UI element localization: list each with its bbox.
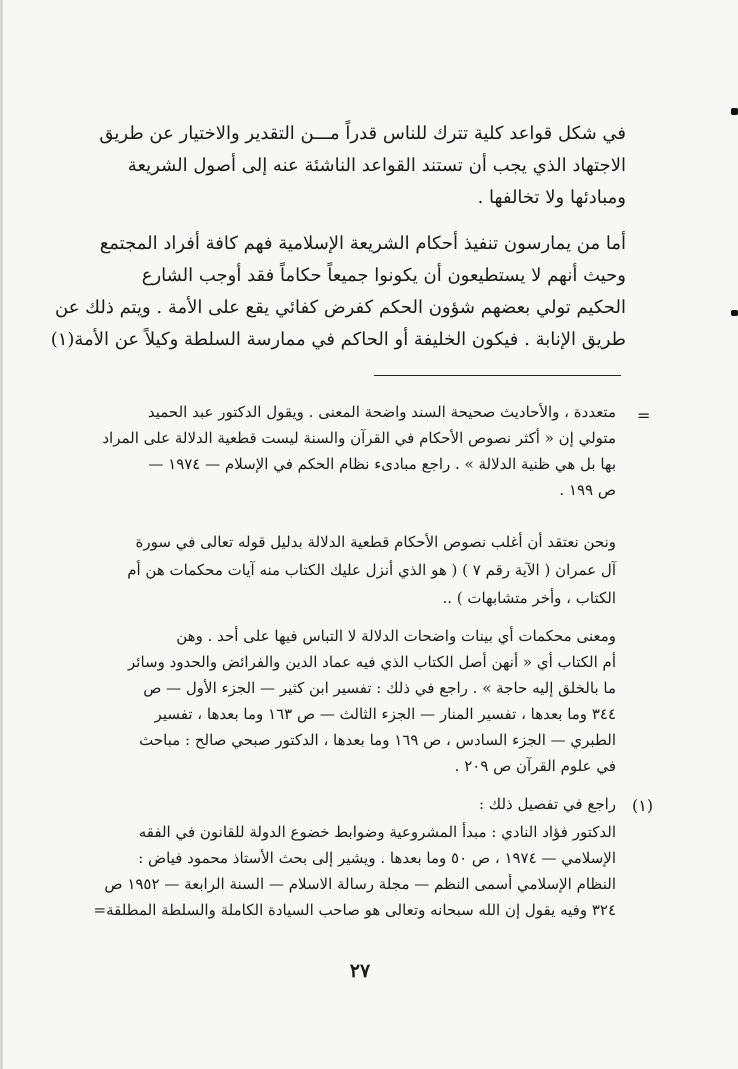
footnote-marker: (١) [632, 796, 654, 815]
footnote-line: النظام الإسلامي أسمى النظم — مجلة رسالة الاسلام — السنة الرابعة — ١٩٥٢ ص [104, 875, 616, 893]
scan-mark [731, 310, 738, 316]
footnote-line: ونحن نعتقد أن أغلب نصوص الأحكام قطعية الدلالة بدليل قوله تعالى في سورة [135, 533, 616, 551]
body-line: طريق الإنابة . فيكون الخليفة أو الحاكم في ممارسة السلطة وكيلاً عن الأمة(١) [50, 329, 626, 350]
page-number: ٢٧ [349, 960, 371, 982]
body-line: الحكيم تولي بعضهم شؤون الحكم كفرض كفائي يقع على الأمة . ويتم ذلك عن [55, 297, 626, 318]
footnote-line: ص ١٩٩ . [559, 481, 616, 499]
footnote-continuation-mark: = [637, 406, 651, 425]
footnote-line: الإسلامي — ١٩٧٤ ، ص ٥٠ وما بعدها . ويشير إلى بحث الأستاذ محمود فياض : [138, 849, 616, 867]
footnote-line: ومعنى محكمات أي بينات واضحات الدلالة لا التباس فيها على أحد . وهن [176, 627, 616, 645]
scan-mark [731, 108, 738, 115]
footnote-line: في علوم القرآن ص ٢٠٩ . [454, 757, 616, 775]
footnote-line: أم الكتاب أي « أنهن أصل الكتاب الذي فيه عماد الدين والفرائض والحدود وسائر [128, 653, 616, 671]
footnote-line: متعددة ، والأحاديث صحيحة السند واضحة المعنى . ويقول الدكتور عبد الحميد [147, 403, 616, 421]
footnote-separator [374, 375, 621, 376]
scan-mark [0, 0, 3, 1069]
footnote-line: آل عمران ( الآية رقم ٧ ) ( هو الذي أنزل عليك الكتاب منه آيات محكمات هن أم [127, 561, 616, 579]
footnote-line: متولي إن « أكثر نصوص الأحكام في القرآن والسنة ليست قطعية الدلالة على المراد [102, 429, 616, 447]
footnote-line: ما بالخلق إليه حاجة » . راجع في ذلك : تفسير ابن كثير — الجزء الأول — ص [143, 679, 616, 697]
body-line: في شكل قواعد كلية تترك للناس قدراً مـــن التقدير والاختيار عن طريق [99, 123, 626, 144]
footnote-line: الطبري — الجزء السادس ، ص ١٦٩ وما بعدها ، الدكتور صبحي صالح : مباحث [139, 731, 616, 749]
body-line: ومبادئها ولا تخالفها . [477, 187, 626, 208]
footnote-line: الكتاب ، وأخر متشابهات ) .. [442, 589, 616, 607]
footnote-line: ٣٤٤ وما بعدها ، تفسير المنار — الجزء الثالث — ص ١٦٣ وما بعدها ، تفسير [154, 705, 616, 723]
footnote-line: بها بل هي ظنية الدلالة » . راجع مبادىء نظام الحكم في الإسلام — ١٩٧٤ — [148, 455, 616, 473]
body-line: الاجتهاد الذي يجب أن تستند القواعد الناشئة عنه إلى أصول الشريعة [127, 155, 626, 176]
footnote-line: راجع في تفصيل ذلك : [478, 795, 616, 813]
body-line: وحيث أنهم لا يستطيعون أن يكونوا جميعاً حكاماً فقد أوجب الشارع [141, 265, 626, 286]
footnote-line: ٣٢٤ وفيه يقول إن الله سبحانه وتعالى هو صاحب السيادة الكاملة والسلطة المطلقة= [93, 901, 616, 919]
footnote-line: الدكتور فؤاد النادي : مبدأ المشروعية وضوابط خضوع الدولة للقانون في الفقه [138, 823, 616, 841]
body-line: أما من يمارسون تنفيذ أحكام الشريعة الإسلامية فهم كافة أفراد المجتمع [99, 233, 626, 254]
